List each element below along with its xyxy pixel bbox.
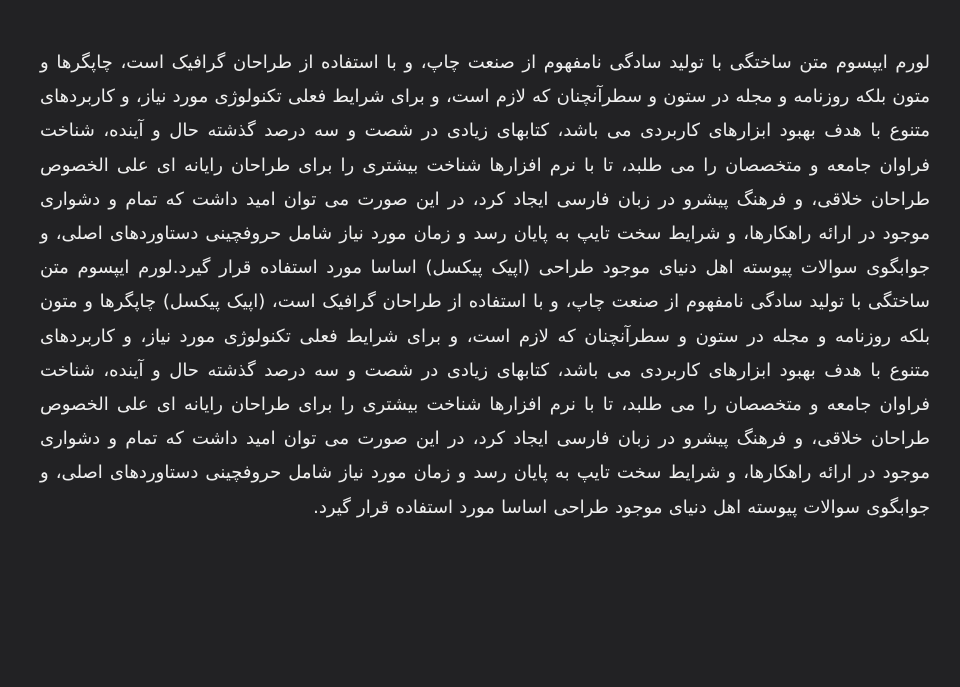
body-paragraph: لورم ایپسوم متن ساختگی با تولید سادگی نامفهوم از صنعت چاپ، و با استفاده از طراحان گرافیک است، چاپگرها و متون بلکه روزنامه و مجله در ستون و سطرآنچنان که لازم است، و برای شرایط فعلی تکنولوژی مورد نیاز، و کاربردهای متنوع با هدف بهبود ابزارهای کاربردی می باشد، کتابهای زیادی در شصت و سه درصد گذشته حال و آینده، شناخت فراوان جامعه و متخصصان را می طلبد، تا با نرم افزارها شناخت بیشتری را برای طراحان رایانه ای علی الخصوص طراحان خلاقی، و فرهنگ پیشرو در زبان فارسی ایجاد کرد، در این صورت می توان امید داشت که تمام و دشواری موجود در ارائه راهکارها، و شرایط سخت تایپ به پایان رسد و زمان مورد نیاز شامل حروفچینی دستاوردهای اصلی، و جوابگوی سوالات پیوسته اهل دنیای موجود طراحی (اپیک پیکسل) اساسا مورد استفاده قرار گیرد.لورم ایپسوم متن ساختگی با تولید سادگی نامفهوم از صنعت چاپ، و با استفاده از طراحان گرافیک است، (اپیک پیکسل) چاپگرها و متون بلکه روزنامه و مجله در ستون و سطرآنچنان که لازم است، و برای شرایط فعلی تکنولوژی مورد نیاز، و کاربردهای متنوع با هدف بهبود ابزارهای کاربردی می باشد، کتابهای زیادی در شصت و سه درصد گذشته حال و آینده، شناخت فراوان جامعه و متخصصان را می طلبد، تا با نرم افزارها شناخت بیشتری را برای طراحان رایانه ای علی الخصوص طراحان خلاقی، و فرهنگ پیشرو در زبان فارسی ایجاد کرد، در این صورت می توان امید داشت که تمام و دشواری موجود در ارائه راهکارها، و شرایط سخت تایپ به پایان رسد و زمان مورد نیاز شامل حروفچینی دستاوردهای اصلی، و جوابگوی سوالات پیوسته اهل دنیای موجود طراحی اساسا مورد استفاده قرار گیرد. xyxy=(40,52,930,518)
